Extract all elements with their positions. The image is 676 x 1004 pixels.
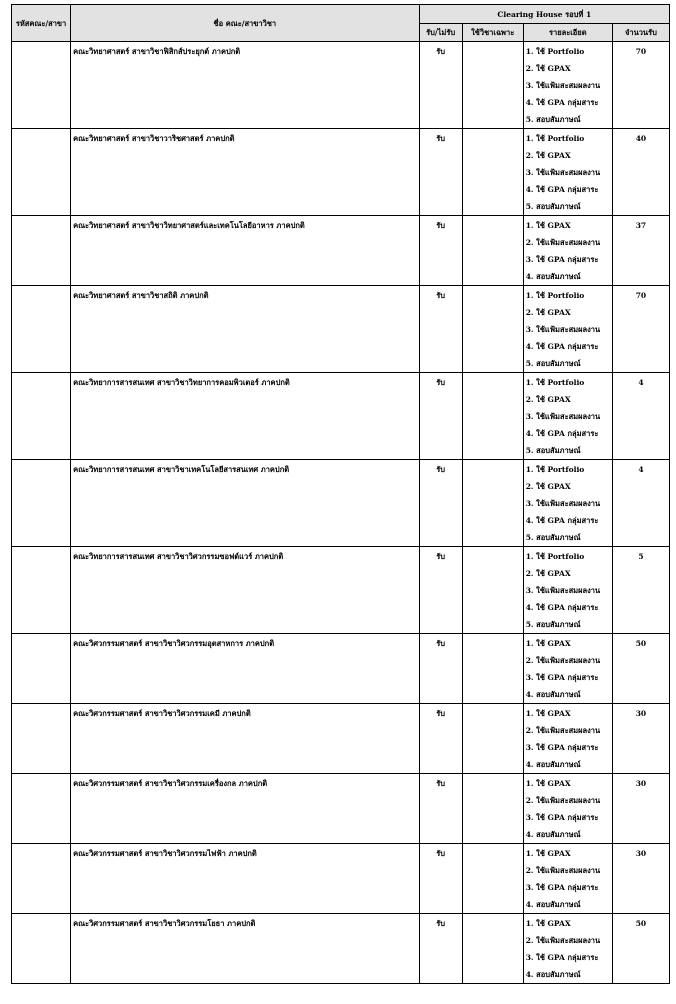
count-cell: 70 xyxy=(612,286,669,373)
faculty-name-cell: คณะวิทยาศาสตร์ สาขาวิชาวิทยาศาสตร์และเทคโนโลยีอาหาร ภาคปกติ xyxy=(71,216,420,286)
detail-cell xyxy=(523,286,612,373)
faculty-name-cell: คณะวิทยาการสารสนเทศ สาขาวิชาเทคโนโลยีสารสนเทศ ภาคปกติ xyxy=(71,460,420,547)
special-subject-cell xyxy=(462,547,523,634)
count-cell: 40 xyxy=(612,129,669,216)
detail-line: 4. สอบสัมภาษณ์ xyxy=(525,900,581,909)
detail-line: 3. ใช้แฟ้มสะสมผลงาน xyxy=(525,168,601,177)
table-row xyxy=(12,634,670,704)
detail-line: 3. ใช้แฟ้มสะสมผลงาน xyxy=(525,81,601,90)
detail-cell xyxy=(523,42,612,129)
accept-cell: รับ xyxy=(419,704,462,774)
table-row xyxy=(12,774,670,844)
detail-line: 4. สอบสัมภาษณ์ xyxy=(525,830,581,839)
faculty-code-cell xyxy=(12,774,71,844)
detail-line: 5. สอบสัมภาษณ์ xyxy=(525,446,581,455)
detail-cell xyxy=(523,844,612,914)
special-subject-cell xyxy=(462,373,523,460)
special-subject-cell xyxy=(462,914,523,984)
table-row xyxy=(12,547,670,634)
header-name: ชื่อ คณะ/สาขาวิชา xyxy=(71,5,420,42)
detail-line: 5. สอบสัมภาษณ์ xyxy=(525,202,581,211)
faculty-name-cell: คณะวิทยาศาสตร์ สาขาวิชาสถิติ ภาคปกติ xyxy=(71,286,420,373)
special-subject-cell xyxy=(462,286,523,373)
detail-line: 3. ใช้แฟ้มสะสมผลงาน xyxy=(525,325,601,334)
faculty-name-cell: คณะวิทยาการสารสนเทศ สาขาวิชาวิทยาการคอมพิวเตอร์ ภาคปกติ xyxy=(71,373,420,460)
detail-line: 1. ใช้ GPAX xyxy=(525,221,571,230)
detail-line: 4. ใช้ GPA กลุ่มสาระ xyxy=(525,429,599,438)
detail-line: 5. สอบสัมภาษณ์ xyxy=(525,533,581,542)
detail-line: 2. ใช้แฟ้มสะสมผลงาน xyxy=(525,238,601,247)
detail-line: 3. ใช้ GPA กลุ่มสาระ xyxy=(525,953,599,962)
count-cell: 37 xyxy=(612,216,669,286)
detail-cell xyxy=(523,547,612,634)
count-cell: 4 xyxy=(612,460,669,547)
detail-line: 2. ใช้ GPAX xyxy=(525,395,571,404)
detail-line: 1. ใช้ Portfolio xyxy=(525,47,585,56)
faculty-name-cell: คณะวิทยาการสารสนเทศ สาขาวิชาวิศวกรรมซอฟต์แวร์ ภาคปกติ xyxy=(71,547,420,634)
detail-line: 1. ใช้ Portfolio xyxy=(525,465,585,474)
accept-cell: รับ xyxy=(419,373,462,460)
accept-cell: รับ xyxy=(419,129,462,216)
header-detail: รายละเอียด xyxy=(523,24,612,42)
count-cell: 30 xyxy=(612,704,669,774)
detail-cell xyxy=(523,373,612,460)
detail-line: 4. สอบสัมภาษณ์ xyxy=(525,272,581,281)
accept-cell: รับ xyxy=(419,634,462,704)
count-cell: 50 xyxy=(612,634,669,704)
faculty-name-cell: คณะวิศวกรรมศาสตร์ สาขาวิชาวิศวกรรมอุตสาหการ ภาคปกติ xyxy=(71,634,420,704)
table-row xyxy=(12,914,670,984)
detail-line: 1. ใช้ GPAX xyxy=(525,709,571,718)
accept-cell: รับ xyxy=(419,774,462,844)
detail-line: 4. สอบสัมภาษณ์ xyxy=(525,970,581,979)
count-cell: 5 xyxy=(612,547,669,634)
detail-line: 1. ใช้ Portfolio xyxy=(525,552,585,561)
count-cell: 70 xyxy=(612,42,669,129)
detail-line: 4. ใช้ GPA กลุ่มสาระ xyxy=(525,98,599,107)
detail-line: 2. ใช้ GPAX xyxy=(525,482,571,491)
accept-cell: รับ xyxy=(419,216,462,286)
detail-line: 1. ใช้ Portfolio xyxy=(525,291,585,300)
detail-line: 3. ใช้แฟ้มสะสมผลงาน xyxy=(525,412,601,421)
detail-line: 3. ใช้แฟ้มสะสมผลงาน xyxy=(525,586,601,595)
table-row xyxy=(12,42,670,129)
count-cell: 30 xyxy=(612,844,669,914)
detail-line: 4. สอบสัมภาษณ์ xyxy=(525,760,581,769)
detail-line: 4. สอบสัมภาษณ์ xyxy=(525,690,581,699)
detail-line: 2. ใช้แฟ้มสะสมผลงาน xyxy=(525,656,601,665)
count-cell: 50 xyxy=(612,914,669,984)
faculty-code-cell xyxy=(12,844,71,914)
detail-line: 4. ใช้ GPA กลุ่มสาระ xyxy=(525,342,599,351)
detail-line: 2. ใช้แฟ้มสะสมผลงาน xyxy=(525,936,601,945)
table-row xyxy=(12,844,670,914)
header-code: รหัสคณะ/สาขา xyxy=(12,5,71,42)
detail-line: 2. ใช้ GPAX xyxy=(525,569,571,578)
detail-line: 2. ใช้แฟ้มสะสมผลงาน xyxy=(525,866,601,875)
detail-line: 3. ใช้ GPA กลุ่มสาระ xyxy=(525,883,599,892)
faculty-code-cell xyxy=(12,373,71,460)
detail-line: 1. ใช้ GPAX xyxy=(525,779,571,788)
detail-line: 2. ใช้ GPAX xyxy=(525,151,571,160)
header-count: จำนวนรับ xyxy=(612,24,669,42)
table-body xyxy=(12,42,670,984)
detail-cell xyxy=(523,914,612,984)
table-row xyxy=(12,216,670,286)
faculty-code-cell xyxy=(12,129,71,216)
faculty-name-cell: คณะวิศวกรรมศาสตร์ สาขาวิชาวิศวกรรมเครื่องกล ภาคปกติ xyxy=(71,774,420,844)
faculty-code-cell xyxy=(12,216,71,286)
special-subject-cell xyxy=(462,129,523,216)
detail-cell xyxy=(523,216,612,286)
accept-cell: รับ xyxy=(419,547,462,634)
faculty-name-cell: คณะวิศวกรรมศาสตร์ สาขาวิชาวิศวกรรมเคมี ภาคปกติ xyxy=(71,704,420,774)
faculty-name-cell: คณะวิศวกรรมศาสตร์ สาขาวิชาวิศวกรรมไฟฟ้า ภาคปกติ xyxy=(71,844,420,914)
special-subject-cell xyxy=(462,216,523,286)
header-round: Clearing House รอบที่ 1 xyxy=(419,5,669,24)
detail-cell xyxy=(523,704,612,774)
table-row xyxy=(12,373,670,460)
faculty-code-cell xyxy=(12,460,71,547)
detail-line: 4. ใช้ GPA กลุ่มสาระ xyxy=(525,603,599,612)
accept-cell: รับ xyxy=(419,844,462,914)
faculty-name-cell: คณะวิทยาศาสตร์ สาขาวิชาวาริชศาสตร์ ภาคปกติ xyxy=(71,129,420,216)
faculty-name-cell: คณะวิทยาศาสตร์ สาขาวิชาฟิสิกส์ประยุกต์ ภาคปกติ xyxy=(71,42,420,129)
accept-cell: รับ xyxy=(419,914,462,984)
detail-line: 2. ใช้ GPAX xyxy=(525,64,571,73)
detail-line: 3. ใช้ GPA กลุ่มสาระ xyxy=(525,813,599,822)
count-cell: 4 xyxy=(612,373,669,460)
table-row xyxy=(12,460,670,547)
detail-line: 3. ใช้แฟ้มสะสมผลงาน xyxy=(525,499,601,508)
header-subject: ใช้วิชาเฉพาะ xyxy=(462,24,523,42)
faculty-code-cell xyxy=(12,704,71,774)
special-subject-cell xyxy=(462,704,523,774)
detail-line: 1. ใช้ Portfolio xyxy=(525,378,585,387)
special-subject-cell xyxy=(462,844,523,914)
faculty-code-cell xyxy=(12,634,71,704)
detail-cell xyxy=(523,129,612,216)
detail-line: 3. ใช้ GPA กลุ่มสาระ xyxy=(525,255,599,264)
detail-line: 4. ใช้ GPA กลุ่มสาระ xyxy=(525,185,599,194)
faculty-code-cell xyxy=(12,547,71,634)
faculty-name-cell: คณะวิศวกรรมศาสตร์ สาขาวิชาวิศวกรรมโยธา ภาคปกติ xyxy=(71,914,420,984)
special-subject-cell xyxy=(462,460,523,547)
table-header xyxy=(12,5,670,42)
detail-cell xyxy=(523,634,612,704)
faculty-code-cell xyxy=(12,286,71,373)
detail-line: 2. ใช้แฟ้มสะสมผลงาน xyxy=(525,796,601,805)
table-row xyxy=(12,129,670,216)
table-row xyxy=(12,704,670,774)
detail-line: 4. ใช้ GPA กลุ่มสาระ xyxy=(525,516,599,525)
detail-cell xyxy=(523,460,612,547)
count-cell: 30 xyxy=(612,774,669,844)
special-subject-cell xyxy=(462,774,523,844)
special-subject-cell xyxy=(462,634,523,704)
detail-line: 2. ใช้ GPAX xyxy=(525,308,571,317)
detail-line: 5. สอบสัมภาษณ์ xyxy=(525,359,581,368)
detail-line: 1. ใช้ GPAX xyxy=(525,919,571,928)
special-subject-cell xyxy=(462,42,523,129)
detail-line: 1. ใช้ Portfolio xyxy=(525,134,585,143)
faculty-code-cell xyxy=(12,914,71,984)
admissions-table xyxy=(11,4,670,984)
accept-cell: รับ xyxy=(419,42,462,129)
table-row xyxy=(12,286,670,373)
detail-cell xyxy=(523,774,612,844)
accept-cell: รับ xyxy=(419,286,462,373)
detail-line: 1. ใช้ GPAX xyxy=(525,849,571,858)
header-accept: รับ/ไม่รับ xyxy=(419,24,462,42)
detail-line: 5. สอบสัมภาษณ์ xyxy=(525,620,581,629)
detail-line: 2. ใช้แฟ้มสะสมผลงาน xyxy=(525,726,601,735)
faculty-code-cell xyxy=(12,42,71,129)
detail-line: 3. ใช้ GPA กลุ่มสาระ xyxy=(525,743,599,752)
detail-line: 1. ใช้ GPAX xyxy=(525,639,571,648)
detail-line: 3. ใช้ GPA กลุ่มสาระ xyxy=(525,673,599,682)
detail-line: 5. สอบสัมภาษณ์ xyxy=(525,115,581,124)
accept-cell: รับ xyxy=(419,460,462,547)
